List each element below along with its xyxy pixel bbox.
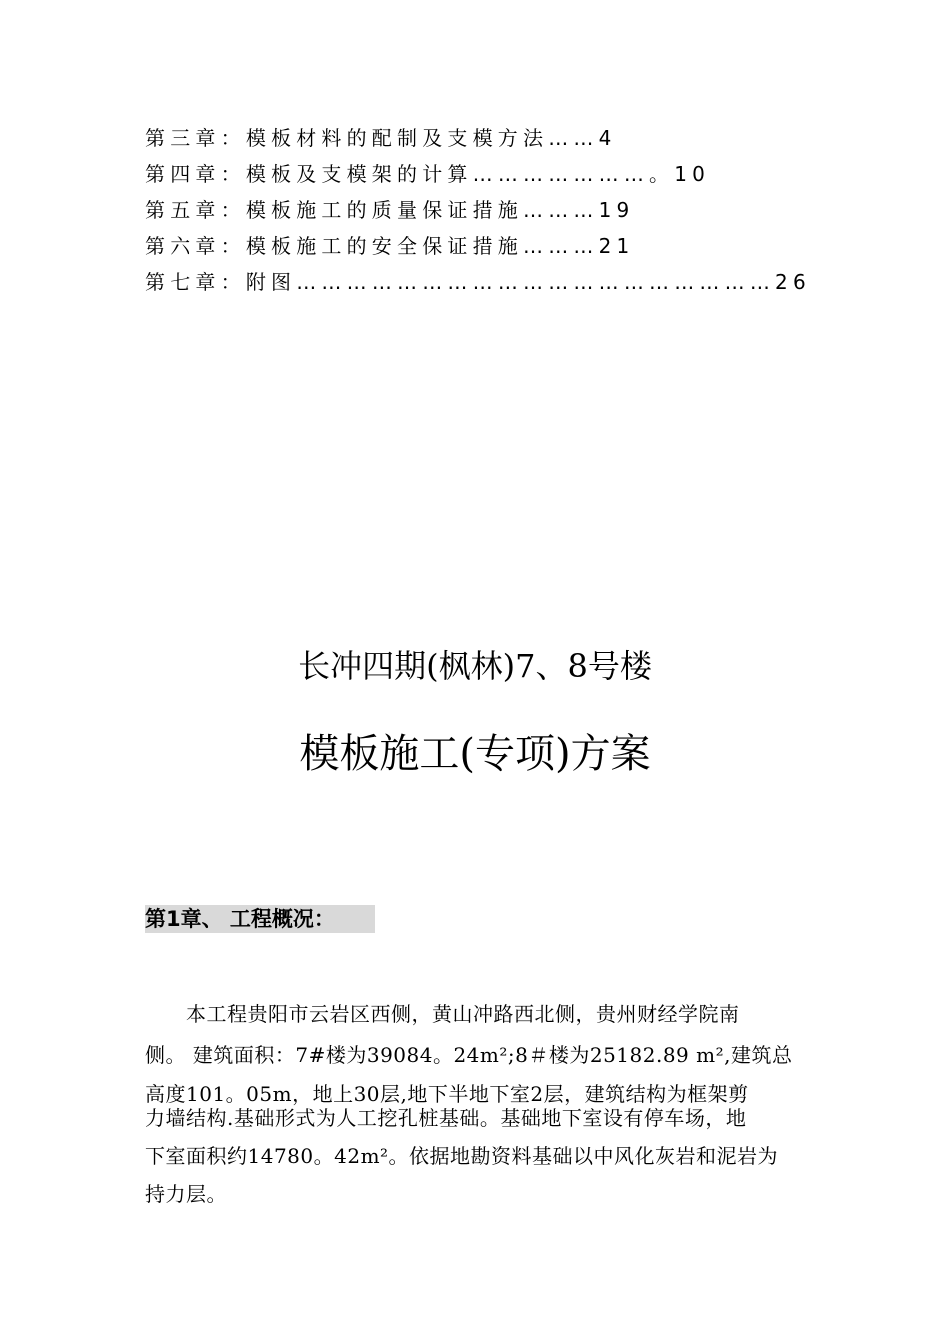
toc-chapter-number: 第三章：	[145, 126, 246, 150]
toc-leader-dots: …………………。	[472, 162, 675, 186]
paragraph-line: 高度101。05m，地上30层,地下半地下室2层，建筑结构为框架剪	[145, 1082, 749, 1106]
project-name-title: 长冲四期(枫林)7、8号楼	[298, 647, 652, 685]
toc-chapter-title: 模板施工的安全保证措施	[245, 234, 524, 258]
plan-title: 模板施工(专项)方案	[299, 731, 651, 777]
toc-leader-dots: ………	[523, 234, 599, 258]
toc-chapter-title: 模板材料的配制及支模方法	[245, 126, 549, 150]
toc-page-number: 19	[598, 198, 635, 222]
toc-chapter-title: 模板施工的质量保证措施	[245, 198, 524, 222]
toc-leader-dots: ……	[548, 126, 599, 150]
toc-entry-chapter-6[interactable]	[145, 228, 845, 264]
toc-page-number: 26	[775, 270, 811, 294]
paragraph-line: 下室面积约14780。42m²。依据地勘资料基础以中风化灰岩和泥岩为	[145, 1144, 779, 1168]
toc-page-number: 4	[598, 126, 617, 150]
toc-chapter-number: 第七章：	[145, 270, 246, 294]
paragraph-line: 侧。 建筑面积：7#楼为39084。24m²;8＃楼为25182.89 m²,建筑总	[145, 1043, 793, 1067]
toc-chapter-number: 第四章：	[145, 162, 246, 186]
toc-leader-dots: …………………………………………………	[296, 270, 776, 294]
chapter-1-heading: 第1章、 工程概况：	[145, 905, 375, 933]
table-of-contents	[145, 120, 845, 300]
toc-page-number: 10	[674, 162, 711, 186]
toc-chapter-title: 附图	[245, 270, 297, 294]
toc-leader-dots: ………	[523, 198, 599, 222]
toc-entry-chapter-3[interactable]	[145, 120, 845, 156]
paragraph-line: 持力层。	[145, 1182, 227, 1206]
toc-entry-chapter-7[interactable]	[145, 264, 845, 300]
toc-chapter-number: 第六章：	[145, 234, 246, 258]
paragraph-line: 力墙结构.基础形式为人工挖孔桩基础。基础地下室设有停车场，地	[145, 1106, 747, 1130]
toc-entry-chapter-5[interactable]	[145, 192, 845, 228]
toc-chapter-title: 模板及支模架的计算	[245, 162, 473, 186]
paragraph-line: 本工程贵阳市云岩区西侧，黄山冲路西北侧，贵州财经学院南	[145, 1002, 740, 1026]
toc-page-number: 21	[598, 234, 635, 258]
toc-chapter-number: 第五章：	[145, 198, 246, 222]
toc-entry-chapter-4[interactable]	[145, 156, 845, 192]
